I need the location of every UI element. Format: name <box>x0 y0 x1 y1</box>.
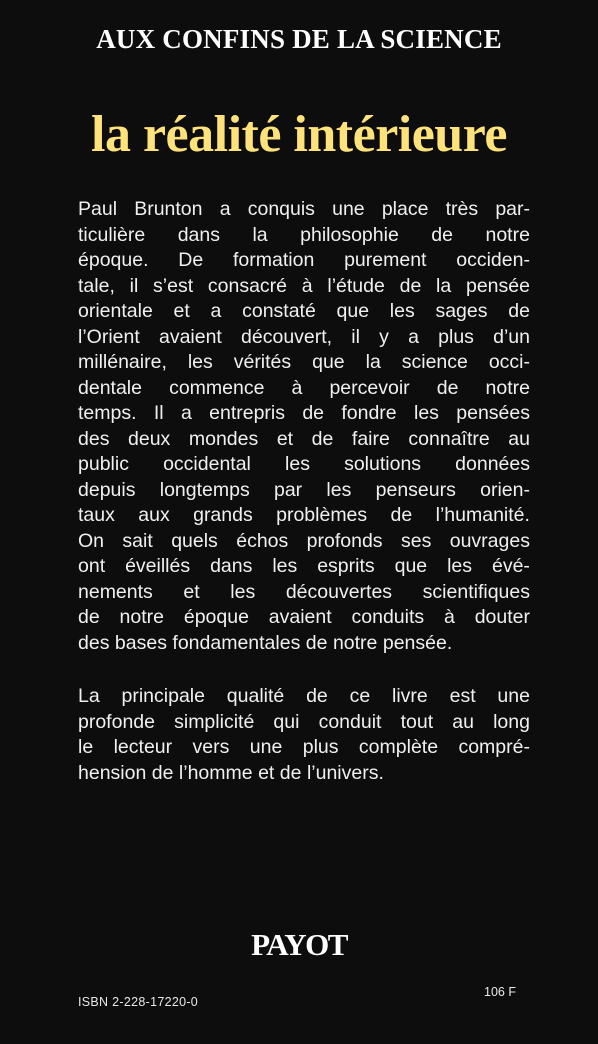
paragraph-line: dentale commence à percevoir de notre <box>78 376 530 399</box>
book-title: la réalité intérieure <box>91 106 507 163</box>
paragraph-line: taux aux grands problèmes de l’humanité. <box>78 504 530 526</box>
paragraph-line: tale, il s’est consacré à l’étude de la pensée <box>78 274 530 297</box>
paragraph-line: profonde simplicité qui conduit tout au long <box>78 710 530 733</box>
blurb-paragraph-2 <box>78 684 530 786</box>
paragraph-line: On sait quels échos profonds ses ouvrages <box>78 529 530 552</box>
series-title: AUX CONFINS DE LA SCIENCE <box>96 24 502 54</box>
paragraph-line: nements et les découvertes scientifiques <box>78 580 530 603</box>
price-label: 106 F <box>484 985 516 999</box>
blurb-paragraph-1 <box>78 197 530 656</box>
paragraph-line: époque. De formation purement occiden- <box>78 249 530 271</box>
paragraph-line: depuis longtemps par les penseurs orien- <box>78 478 530 501</box>
paragraph-line: hension de l’homme et de l’univers. <box>78 761 384 784</box>
isbn-number: ISBN 2-228-17220-0 <box>78 995 199 1009</box>
paragraph-line: des bases fondamentales de notre pensée. <box>78 631 453 654</box>
paragraph-line: ticulière dans la philosophie de notre <box>78 223 530 246</box>
paragraph-line: millénaire, les vérités que la science occi- <box>78 351 530 373</box>
paragraph-line: orientale et a constaté que les sages de <box>78 300 530 322</box>
paragraph-line: public occidental les solutions données <box>78 453 530 475</box>
paragraph-line: l’Orient avaient découvert, il y a plus d’un <box>78 325 530 348</box>
paragraph-line: des deux mondes et de faire connaître au <box>78 427 530 450</box>
paragraph-line: le lecteur vers une plus complète compré- <box>78 736 530 758</box>
paragraph-line: ont éveillés dans les esprits que les évé- <box>78 555 530 577</box>
paragraph-line: temps. Il a entrepris de fondre les pensées <box>78 402 530 424</box>
paragraph-line: La principale qualité de ce livre est une <box>78 685 530 707</box>
paragraph-line: Paul Brunton a conquis une place très par- <box>78 198 530 220</box>
publisher-logo: PAYOT <box>251 927 347 962</box>
paragraph-line: de notre époque avaient conduits à douter <box>78 606 530 628</box>
